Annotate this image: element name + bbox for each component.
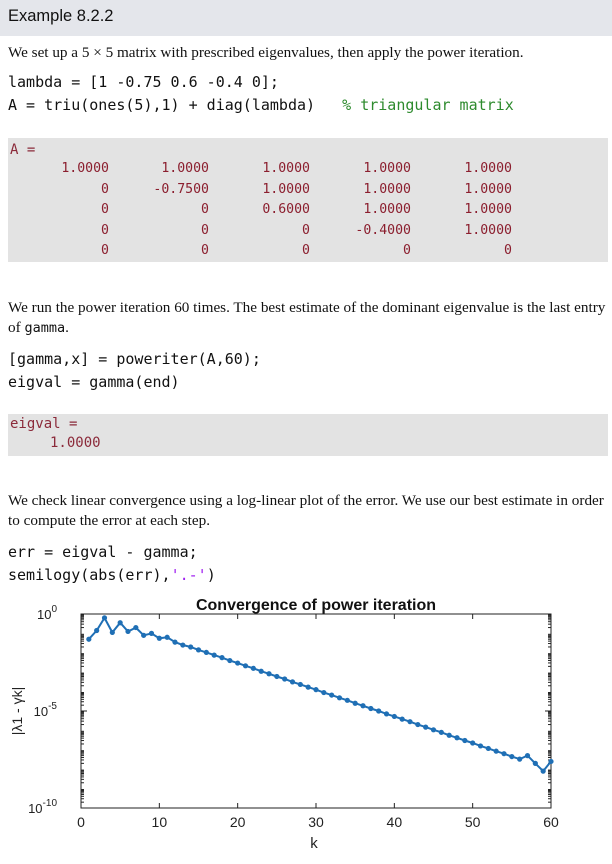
data-point <box>235 660 240 665</box>
matrix-cell: 0 <box>302 243 310 258</box>
data-point <box>94 628 99 633</box>
matrix-cell: 1.0000 <box>363 181 411 197</box>
data-point <box>243 663 248 668</box>
plot-area <box>81 614 551 808</box>
matrix-cell: 0 <box>201 202 209 217</box>
x-tick-label: 50 <box>464 814 481 830</box>
matrix-cell: 1.0000 <box>61 161 109 176</box>
x-axis-label: k <box>310 835 318 852</box>
data-point <box>329 692 334 697</box>
data-point <box>407 719 412 724</box>
data-point <box>306 685 311 690</box>
x-tick-label: 0 <box>77 814 85 830</box>
matrix-cell: 1.0000 <box>262 161 310 176</box>
data-point <box>509 754 514 759</box>
para2-text: We run the power iteration 60 times. The best estimate of the dominant eigenvalue is the last entry of <box>8 299 606 336</box>
output-eigval <box>8 414 608 456</box>
data-point <box>501 751 506 756</box>
matrix-cell: 0.6000 <box>262 202 310 217</box>
example-title: Example 8.2.2 <box>8 7 114 25</box>
data-point <box>478 743 483 748</box>
code-line-err: err = eigval - gamma; <box>8 543 198 561</box>
matrix-cell: 1.0000 <box>363 161 411 176</box>
data-point <box>415 722 420 727</box>
data-point <box>400 717 405 722</box>
data-point <box>110 630 115 635</box>
matrix-cell: 0 <box>101 222 109 238</box>
data-point <box>157 636 162 641</box>
chart-title: Convergence of power iteration <box>195 597 437 614</box>
y-tick-label: $10^{-5}$ <box>33 701 57 719</box>
code-line-semilogy <box>8 566 216 584</box>
data-point <box>541 769 546 774</box>
matrix-cell: 0 <box>101 181 109 197</box>
data-point <box>345 698 350 703</box>
data-point <box>274 674 279 679</box>
intro-paragraph: We set up a 5 × 5 matrix with prescribed eigenvalues, then apply the power iteration. <box>8 44 524 61</box>
x-tick-label: 30 <box>308 814 324 830</box>
data-point <box>353 701 358 706</box>
matrix-cell: 0 <box>403 243 411 258</box>
data-point <box>368 706 373 711</box>
data-point <box>172 640 177 645</box>
data-point <box>118 620 123 625</box>
data-point <box>470 740 475 745</box>
data-point <box>454 735 459 740</box>
data-point <box>196 647 201 652</box>
paragraph-convergence: We check linear convergence using a log-linear plot of the error. We use our best estimate in order to compute the error at each step. <box>8 492 604 529</box>
matrix-cell: 1.0000 <box>464 181 512 197</box>
data-point <box>141 633 146 638</box>
matrix-cell: 1.0000 <box>363 202 411 217</box>
data-point <box>180 642 185 647</box>
output-matrix-A <box>8 138 608 262</box>
y-tick-label: $10^{-10}$ <box>28 798 57 816</box>
data-point <box>486 746 491 751</box>
convergence-chart <box>0 590 612 864</box>
code-line-lambda: lambda = [1 -0.75 0.6 -0.4 0]; <box>8 73 279 91</box>
x-tick-label: 60 <box>543 814 559 830</box>
matrix-cell: -0.4000 <box>355 222 411 238</box>
x-tick-label: 20 <box>229 814 246 830</box>
y-axis-label: |λ1 - γk| <box>9 686 25 736</box>
data-point <box>219 655 224 660</box>
data-point <box>423 725 428 730</box>
output-label-eigval: eigval = <box>10 416 78 432</box>
data-point <box>447 733 452 738</box>
data-point <box>313 687 318 692</box>
data-point <box>337 695 342 700</box>
data-point <box>188 644 193 649</box>
data-point <box>251 666 256 671</box>
data-point <box>548 759 553 764</box>
data-point <box>212 653 217 658</box>
code-line-triu <box>8 96 514 114</box>
matrix-cell: 1.0000 <box>161 161 209 176</box>
data-point <box>125 629 130 634</box>
matrix-cell: 0 <box>101 243 109 258</box>
data-point <box>227 658 232 663</box>
matrix-cell: 0 <box>201 243 209 258</box>
data-point <box>517 757 522 762</box>
semilogy-linestyle: '.-' <box>170 566 207 584</box>
paragraph-power-iteration <box>8 298 606 338</box>
x-tick-label: 10 <box>151 814 168 830</box>
y-tick-label: $10^0$ <box>36 604 57 622</box>
matrix-cell: 0 <box>201 222 209 238</box>
data-point <box>298 682 303 687</box>
data-point <box>392 714 397 719</box>
matrix-cell: 1.0000 <box>464 222 512 238</box>
data-point <box>266 671 271 676</box>
data-point <box>204 650 209 655</box>
data-point <box>533 761 538 766</box>
data-point <box>360 703 365 708</box>
matrix-cell: 1.0000 <box>464 202 512 217</box>
para2-var: gamma <box>24 320 66 336</box>
semilogy-prefix: semilogy(abs(err), <box>8 566 171 584</box>
data-point <box>384 711 389 716</box>
matrix-cell: 0 <box>302 222 310 238</box>
data-point <box>321 690 326 695</box>
data-point <box>494 749 499 754</box>
output-value-eigval: 1.0000 <box>50 435 101 451</box>
matrix-cell: 0 <box>504 243 512 258</box>
data-point <box>259 669 264 674</box>
example-header <box>0 0 612 36</box>
matrix-cell: 1.0000 <box>464 161 512 176</box>
matrix-cell: 0 <box>101 202 109 217</box>
data-point <box>525 753 530 758</box>
data-point <box>462 738 467 743</box>
para2-after: . <box>65 319 69 336</box>
data-point <box>282 676 287 681</box>
code-comment: % triangular matrix <box>342 96 514 114</box>
data-point <box>86 637 91 642</box>
code-triu-text: A = triu(ones(5),1) + diag(lambda) <box>8 96 316 114</box>
data-point <box>165 635 170 640</box>
matrix-cell: 1.0000 <box>262 181 310 197</box>
data-point <box>439 730 444 735</box>
output-label-A: A = <box>10 142 36 158</box>
semilogy-suffix: ) <box>206 566 216 584</box>
data-point <box>290 679 295 684</box>
code-line-poweriter: [gamma,x] = poweriter(A,60); <box>8 350 261 368</box>
data-point <box>376 708 381 713</box>
code-line-eigval: eigval = gamma(end) <box>8 373 180 391</box>
matrix-cell: -0.7500 <box>153 181 209 197</box>
x-tick-label: 40 <box>386 814 403 830</box>
data-point <box>149 631 154 636</box>
data-point <box>133 625 138 630</box>
data-point <box>102 615 107 620</box>
data-point <box>431 727 436 732</box>
